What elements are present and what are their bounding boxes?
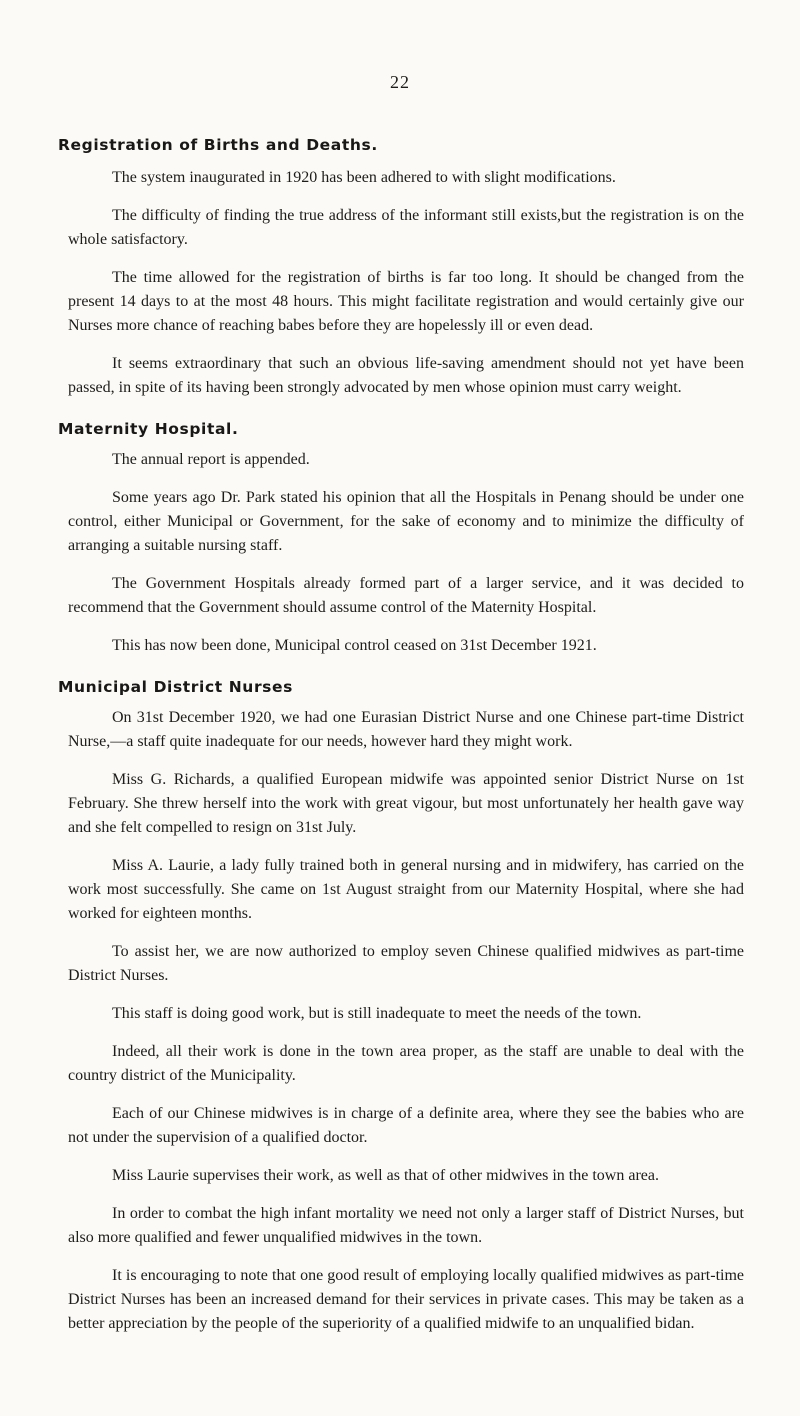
paragraph: The difficulty of finding the true address of the informant still exists,but the registration is on the whole satisfactory. (68, 207, 744, 248)
paragraph: On 31st December 1920, we had one Eurasian District Nurse and one Chinese part-time District Nurse,—a staff quite inadequate for our needs, however hard they might work. (68, 709, 744, 750)
paragraph: Miss A. Laurie, a lady fully trained both in general nursing and in midwifery, has carried on the work most successfully. She came on 1st August straight from our Maternity Hospital, where she had worked for eighteen months. (68, 857, 744, 922)
paragraph: This has now been done, Municipal control ceased on 31st December 1921. (112, 637, 597, 654)
paragraph: Each of our Chinese midwives is in charge of a definite area, where they see the babies who are not under the supervision of a qualified doctor. (68, 1105, 744, 1146)
paragraph: Miss G. Richards, a qualified European midwife was appointed senior District Nurse on 1st February. She threw herself into the work with great vigour, but most unfortunately her health gave way and she felt compelled to resign on 31st July. (68, 771, 744, 836)
paragraph: This staff is doing good work, but is still inadequate to meet the needs of the town. (112, 1005, 642, 1022)
section-heading-maternity-hospital: Maternity Hospital. (58, 420, 239, 438)
paragraph: Miss Laurie supervises their work, as well as that of other midwives in the town area. (112, 1167, 659, 1184)
paragraph: Indeed, all their work is done in the town area proper, as the staff are unable to deal with the country district of the Municipality. (68, 1043, 744, 1084)
paragraph: The annual report is appended. (112, 451, 310, 468)
paragraph: The time allowed for the registration of births is far too long. It should be changed from the present 14 days to at the most 48 hours. This might facilitate registration and would certainly give our Nurses more chance of reaching babes before they are hopelessly ill or even dead. (68, 269, 744, 334)
section-heading-registration: Registration of Births and Deaths. (58, 136, 378, 154)
paragraph: Some years ago Dr. Park stated his opinion that all the Hospitals in Penang should be under one control, either Municipal or Government, for the sake of economy and to minimize the difficulty of arranging a suitable nursing staff. (68, 489, 744, 554)
paragraph: The system inaugurated in 1920 has been adhered to with slight modifications. (112, 169, 616, 186)
paragraph: In order to combat the high infant mortality we need not only a larger staff of District Nurses, but also more qualified and fewer unqualified midwives in the town. (68, 1205, 744, 1246)
paragraph: It seems extraordinary that such an obvious life-saving amendment should not yet have been passed, in spite of its having been strongly advocated by men whose opinion must carry weight. (68, 355, 744, 396)
section-heading-district-nurses: Municipal District Nurses (58, 678, 293, 696)
paragraph: The Government Hospitals already formed part of a larger service, and it was decided to recommend that the Government should assume control of the Maternity Hospital. (68, 575, 744, 616)
page-number: 22 (390, 72, 410, 92)
paragraph: It is encouraging to note that one good result of employing locally qualified midwives as part-time District Nurses has been an increased demand for their services in private cases. This may be taken as a better appreciation by the people of the superiority of a qualified midwife to an unqualified bidan. (68, 1267, 744, 1332)
document-body (58, 136, 744, 1350)
paragraph: To assist her, we are now authorized to employ seven Chinese qualified midwives as part-time District Nurses. (68, 943, 744, 984)
